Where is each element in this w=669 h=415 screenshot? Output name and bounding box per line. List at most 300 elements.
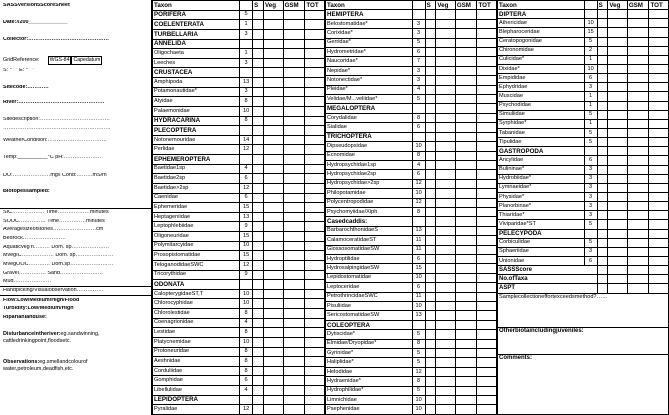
grid-ref-capedatum-box[interactable]: Capedatum [73,57,101,64]
tally-cell-gsm[interactable] [455,48,477,57]
tally-cell-s[interactable] [597,138,608,147]
tally-cell-gsm[interactable] [283,49,305,59]
tally-cell-tot[interactable] [649,128,669,137]
do-cond-field[interactable]: DO:…………………mg/l Cond:………mS/m [3,172,107,178]
tally-cell-s[interactable] [253,116,264,126]
tally-cell-veg[interactable] [264,289,284,299]
tally-cell-gsm[interactable] [455,311,477,320]
tally-cell-tot[interactable] [477,236,497,245]
tally-cell-tot[interactable] [305,241,325,251]
tally-cell-tot[interactable] [477,179,497,188]
tally-cell-veg[interactable] [264,328,284,338]
tally-cell-gsm[interactable] [455,151,477,160]
tally-cell-veg[interactable] [264,193,284,203]
tally-cell-gsm[interactable] [283,164,305,174]
tally-cell-veg[interactable] [436,85,455,94]
tally-cell-tot[interactable] [305,174,325,184]
tally-cell-gsm[interactable] [455,254,477,263]
tally-cell-gsm[interactable] [627,165,649,174]
tally-cell-s[interactable] [425,358,436,367]
tally-cell-gsm[interactable] [455,76,477,85]
tally-cell-s[interactable] [425,320,436,329]
summary-cell-s[interactable] [597,275,608,284]
tally-cell-tot[interactable] [649,165,669,174]
tally-cell-tot[interactable] [477,358,497,367]
tally-cell-s[interactable] [597,256,608,265]
tally-cell-veg[interactable] [436,254,455,263]
tally-cell-s[interactable] [425,311,436,320]
tally-cell-s[interactable] [425,179,436,188]
tally-cell-veg[interactable] [436,113,455,122]
tally-cell-gsm[interactable] [283,97,305,107]
tally-cell-s[interactable] [597,46,608,55]
tally-cell-s[interactable] [253,405,264,415]
tally-cell-gsm[interactable] [283,68,305,78]
tally-cell-veg[interactable] [436,358,455,367]
tally-cell-veg[interactable] [608,147,627,156]
tally-cell-tot[interactable] [649,110,669,119]
tally-cell-veg[interactable] [264,39,284,49]
tally-cell-gsm[interactable] [283,337,305,347]
tally-cell-veg[interactable] [264,10,284,20]
tally-cell-veg[interactable] [264,20,284,30]
tally-cell-tot[interactable] [305,68,325,78]
tally-cell-tot[interactable] [305,299,325,309]
weather-field[interactable]: WeatherCondition:…………………………… [3,138,107,144]
sample-collection-field[interactable]: Samplecollectioneffortexceedsmethod?…… [498,293,669,327]
tally-cell-gsm[interactable] [283,126,305,136]
tally-cell-tot[interactable] [305,260,325,270]
tally-cell-gsm[interactable] [283,232,305,242]
tally-cell-tot[interactable] [477,48,497,57]
tally-cell-veg[interactable] [608,165,627,174]
tally-cell-tot[interactable] [305,337,325,347]
tally-cell-veg[interactable] [264,386,284,396]
tally-cell-veg[interactable] [436,264,455,273]
tally-cell-veg[interactable] [264,280,284,290]
tally-cell-gsm[interactable] [455,207,477,216]
tally-cell-gsm[interactable] [455,170,477,179]
tally-cell-gsm[interactable] [627,238,649,247]
tally-cell-gsm[interactable] [455,217,477,226]
tally-cell-tot[interactable] [649,192,669,201]
tally-cell-veg[interactable] [436,170,455,179]
tally-cell-tot[interactable] [477,104,497,113]
tally-cell-tot[interactable] [305,289,325,299]
tally-cell-tot[interactable] [477,10,497,19]
tally-cell-tot[interactable] [649,238,669,247]
tally-cell-veg[interactable] [608,110,627,119]
tally-cell-veg[interactable] [608,37,627,46]
tally-cell-gsm[interactable] [283,241,305,251]
tally-cell-veg[interactable] [436,311,455,320]
grid-ref-wgs84-box[interactable]: WGS-84 [49,57,70,64]
tally-cell-s[interactable] [425,123,436,132]
tally-cell-s[interactable] [253,10,264,20]
tally-cell-tot[interactable] [305,212,325,222]
tally-cell-gsm[interactable] [627,128,649,137]
tally-cell-s[interactable] [425,226,436,235]
tally-cell-tot[interactable] [477,198,497,207]
tally-cell-gsm[interactable] [455,113,477,122]
tally-cell-veg[interactable] [436,377,455,386]
tally-cell-s[interactable] [597,28,608,37]
tally-cell-veg[interactable] [436,217,455,226]
tally-cell-gsm[interactable] [283,357,305,367]
tally-cell-s[interactable] [253,376,264,386]
tally-cell-tot[interactable] [477,142,497,151]
tally-cell-gsm[interactable] [455,405,477,415]
tally-cell-s[interactable] [425,302,436,311]
tally-cell-tot[interactable] [305,20,325,30]
tally-cell-veg[interactable] [436,48,455,57]
tally-cell-veg[interactable] [264,251,284,261]
mud-field[interactable]: Mud………………… [3,279,52,285]
tally-cell-gsm[interactable] [283,366,305,376]
tally-cell-gsm[interactable] [455,302,477,311]
tally-cell-veg[interactable] [436,123,455,132]
tally-cell-s[interactable] [597,147,608,156]
tally-cell-veg[interactable] [264,260,284,270]
tally-cell-tot[interactable] [305,145,325,155]
tally-cell-veg[interactable] [608,174,627,183]
tally-cell-veg[interactable] [436,179,455,188]
tally-cell-tot[interactable] [477,66,497,75]
tally-cell-gsm[interactable] [455,367,477,376]
tally-cell-tot[interactable] [305,164,325,174]
tally-cell-veg[interactable] [608,83,627,92]
tally-cell-s[interactable] [425,377,436,386]
tally-cell-gsm[interactable] [455,95,477,104]
tally-cell-s[interactable] [597,128,608,137]
tally-cell-s[interactable] [253,280,264,290]
tally-cell-tot[interactable] [649,37,669,46]
tally-cell-tot[interactable] [649,101,669,110]
tally-cell-tot[interactable] [477,19,497,28]
tally-cell-veg[interactable] [436,132,455,141]
tally-cell-gsm[interactable] [455,396,477,405]
mveg-ic-field[interactable]: MvegIC……………… Dom. sp………………… [3,253,114,259]
handpicking-field[interactable]: Handpicking/Visualobservation…………… [3,288,104,294]
tally-cell-gsm[interactable] [455,320,477,329]
tally-cell-tot[interactable] [305,193,325,203]
tally-cell-gsm[interactable] [283,222,305,232]
tally-cell-veg[interactable] [264,68,284,78]
tally-cell-gsm[interactable] [455,358,477,367]
tally-cell-s[interactable] [597,229,608,238]
tally-cell-s[interactable] [253,193,264,203]
tally-cell-gsm[interactable] [455,66,477,75]
tally-cell-tot[interactable] [305,126,325,136]
tally-cell-tot[interactable] [477,377,497,386]
tally-cell-tot[interactable] [649,64,669,73]
tally-cell-s[interactable] [597,165,608,174]
tally-cell-gsm[interactable] [627,229,649,238]
tally-cell-s[interactable] [425,273,436,282]
tally-cell-tot[interactable] [305,222,325,232]
tally-cell-s[interactable] [253,251,264,261]
tally-cell-gsm[interactable] [455,273,477,282]
tally-cell-tot[interactable] [305,366,325,376]
tally-cell-veg[interactable] [436,273,455,282]
tally-cell-tot[interactable] [305,87,325,97]
tally-cell-s[interactable] [253,203,264,213]
tally-cell-tot[interactable] [649,119,669,128]
tally-cell-gsm[interactable] [627,119,649,128]
tally-cell-s[interactable] [425,236,436,245]
tally-cell-gsm[interactable] [283,309,305,319]
tally-cell-s[interactable] [253,183,264,193]
tally-cell-s[interactable] [253,87,264,97]
summary-cell-gsm[interactable] [627,275,649,284]
tally-cell-tot[interactable] [305,58,325,68]
tally-cell-veg[interactable] [608,119,627,128]
tally-cell-s[interactable] [425,170,436,179]
tally-cell-s[interactable] [253,49,264,59]
tally-cell-gsm[interactable] [283,106,305,116]
tally-cell-gsm[interactable] [455,377,477,386]
tally-cell-s[interactable] [253,386,264,396]
tally-cell-veg[interactable] [264,366,284,376]
tally-cell-s[interactable] [253,58,264,68]
tally-cell-s[interactable] [597,174,608,183]
tally-cell-tot[interactable] [649,256,669,265]
tally-cell-s[interactable] [597,183,608,192]
tally-cell-tot[interactable] [477,160,497,169]
tally-cell-s[interactable] [597,110,608,119]
tally-cell-tot[interactable] [649,147,669,156]
tally-cell-s[interactable] [425,160,436,169]
tally-cell-tot[interactable] [305,270,325,280]
tally-cell-s[interactable] [253,29,264,39]
tally-cell-s[interactable] [253,212,264,222]
tally-cell-s[interactable] [253,39,264,49]
tally-cell-tot[interactable] [305,328,325,338]
tally-cell-gsm[interactable] [455,349,477,358]
tally-cell-s[interactable] [597,74,608,83]
tally-cell-tot[interactable] [305,251,325,261]
tally-cell-veg[interactable] [608,101,627,110]
summary-cell-veg[interactable] [608,275,627,284]
tally-cell-gsm[interactable] [283,87,305,97]
tally-cell-veg[interactable] [436,386,455,395]
tally-cell-s[interactable] [253,289,264,299]
tally-cell-gsm[interactable] [283,20,305,30]
tally-cell-s[interactable] [425,48,436,57]
tally-cell-s[interactable] [425,151,436,160]
tally-cell-tot[interactable] [477,405,497,415]
tally-cell-gsm[interactable] [283,145,305,155]
tally-cell-veg[interactable] [608,220,627,229]
tally-cell-veg[interactable] [436,76,455,85]
tally-cell-gsm[interactable] [627,247,649,256]
aquatic-veg-field[interactable]: Aquaticveg'n……… Dom. sp………………… [3,244,110,250]
tally-cell-s[interactable] [425,217,436,226]
tally-cell-s[interactable] [597,92,608,101]
tally-cell-s[interactable] [253,366,264,376]
tally-cell-veg[interactable] [264,203,284,213]
tally-cell-veg[interactable] [264,164,284,174]
tally-cell-gsm[interactable] [455,104,477,113]
tally-cell-veg[interactable] [436,236,455,245]
summary-cell-tot[interactable] [649,275,669,284]
tally-cell-veg[interactable] [436,160,455,169]
tally-cell-s[interactable] [425,132,436,141]
tally-cell-veg[interactable] [436,367,455,376]
tally-cell-s[interactable] [425,57,436,66]
stones-size-field[interactable]: Averagesizeofstones……………………cm [3,227,104,233]
tally-cell-veg[interactable] [608,202,627,211]
tally-cell-gsm[interactable] [455,264,477,273]
tally-cell-tot[interactable] [477,320,497,329]
tally-cell-gsm[interactable] [283,10,305,20]
tally-cell-s[interactable] [253,309,264,319]
tally-cell-gsm[interactable] [627,202,649,211]
tally-cell-veg[interactable] [608,183,627,192]
tally-cell-tot[interactable] [477,123,497,132]
tally-cell-gsm[interactable] [627,110,649,119]
tally-cell-veg[interactable] [264,299,284,309]
tally-cell-tot[interactable] [477,57,497,66]
gravel-sand-field[interactable]: Gravel…………… Sand…………………… [3,270,104,276]
tally-cell-s[interactable] [425,19,436,28]
tally-cell-veg[interactable] [264,232,284,242]
tally-cell-tot[interactable] [305,203,325,213]
summary-cell-tot[interactable] [649,266,669,275]
tally-cell-veg[interactable] [436,339,455,348]
tally-cell-gsm[interactable] [283,212,305,222]
tally-cell-s[interactable] [425,386,436,395]
collector-field[interactable]: Collector:……………………………………… [3,37,110,43]
tally-cell-s[interactable] [425,113,436,122]
tally-cell-tot[interactable] [305,386,325,396]
tally-cell-tot[interactable] [305,347,325,357]
tally-cell-veg[interactable] [264,395,284,405]
tally-cell-s[interactable] [425,104,436,113]
tally-cell-tot[interactable] [649,229,669,238]
tally-cell-tot[interactable] [477,302,497,311]
tally-cell-tot[interactable] [649,92,669,101]
tally-cell-s[interactable] [253,241,264,251]
tally-cell-s[interactable] [597,238,608,247]
tally-cell-s[interactable] [425,189,436,198]
tally-cell-s[interactable] [253,68,264,78]
tally-cell-tot[interactable] [477,113,497,122]
tally-cell-tot[interactable] [477,151,497,160]
tally-cell-s[interactable] [597,156,608,165]
tally-cell-veg[interactable] [608,238,627,247]
tally-cell-tot[interactable] [649,156,669,165]
tally-cell-veg[interactable] [436,349,455,358]
observations-field[interactable] [3,359,149,373]
tally-cell-veg[interactable] [608,138,627,147]
tally-cell-gsm[interactable] [455,123,477,132]
tally-cell-s[interactable] [425,264,436,273]
tally-cell-gsm[interactable] [283,193,305,203]
other-biota-field[interactable]: Otherbiotaincludingjuveniles: [498,327,669,354]
tally-cell-veg[interactable] [264,357,284,367]
tally-cell-s[interactable] [597,19,608,28]
tally-cell-veg[interactable] [264,106,284,116]
tally-cell-veg[interactable] [436,10,455,19]
tally-cell-gsm[interactable] [283,280,305,290]
tally-cell-gsm[interactable] [455,236,477,245]
tally-cell-veg[interactable] [436,320,455,329]
tally-cell-tot[interactable] [477,76,497,85]
tally-cell-tot[interactable] [477,245,497,254]
tally-cell-s[interactable] [597,220,608,229]
tally-cell-veg[interactable] [608,156,627,165]
tally-cell-tot[interactable] [477,311,497,320]
tally-cell-tot[interactable] [477,283,497,292]
tally-cell-s[interactable] [253,126,264,136]
tally-cell-tot[interactable] [649,28,669,37]
tally-cell-s[interactable] [425,367,436,376]
tally-cell-gsm[interactable] [455,245,477,254]
river-field[interactable]: River:………………………………………… [3,100,105,106]
tally-cell-tot[interactable] [305,106,325,116]
tally-cell-s[interactable] [253,347,264,357]
tally-cell-s[interactable] [253,174,264,184]
tally-cell-s[interactable] [425,339,436,348]
tally-cell-gsm[interactable] [283,203,305,213]
tally-cell-s[interactable] [253,232,264,242]
tally-cell-gsm[interactable] [627,147,649,156]
tally-cell-s[interactable] [425,254,436,263]
tally-cell-gsm[interactable] [455,198,477,207]
tally-cell-tot[interactable] [305,78,325,88]
tally-cell-gsm[interactable] [455,283,477,292]
tally-cell-gsm[interactable] [627,256,649,265]
tally-cell-tot[interactable] [477,386,497,395]
tally-cell-gsm[interactable] [627,101,649,110]
date-field[interactable]: Date://200_____________ [3,19,68,25]
tally-cell-veg[interactable] [264,212,284,222]
tally-cell-tot[interactable] [649,55,669,64]
tally-cell-gsm[interactable] [283,299,305,309]
tally-cell-veg[interactable] [264,145,284,155]
tally-cell-gsm[interactable] [283,174,305,184]
sitecode-field[interactable]: Sitecode:………… [3,84,49,90]
tally-cell-s[interactable] [253,270,264,280]
turbidity-field[interactable]: Turbidity:Low/Medium/High [3,306,74,312]
tally-cell-gsm[interactable] [283,39,305,49]
tally-cell-gsm[interactable] [283,251,305,261]
sic-field[interactable]: SIC……………… Time………………minutes [3,210,109,216]
tally-cell-gsm[interactable] [283,135,305,145]
tally-cell-tot[interactable] [477,330,497,339]
tally-cell-tot[interactable] [477,132,497,141]
tally-cell-gsm[interactable] [627,183,649,192]
summary-cell-veg[interactable] [608,266,627,275]
tally-cell-veg[interactable] [436,292,455,301]
tally-cell-tot[interactable] [477,254,497,263]
tally-cell-tot[interactable] [477,189,497,198]
tally-cell-gsm[interactable] [627,83,649,92]
tally-cell-veg[interactable] [264,29,284,39]
tally-cell-gsm[interactable] [283,318,305,328]
tally-cell-gsm[interactable] [283,183,305,193]
tally-cell-veg[interactable] [608,256,627,265]
tally-cell-veg[interactable] [264,309,284,319]
site-description-line2[interactable]: …………………………………………………… [3,125,111,131]
tally-cell-veg[interactable] [436,19,455,28]
site-description-field[interactable]: Sitedescription:………………………………… [3,117,110,123]
tally-cell-veg[interactable] [264,183,284,193]
riparian-landuse-field[interactable]: Riparianlanduse: [3,315,47,321]
tally-cell-s[interactable] [425,38,436,47]
tally-cell-gsm[interactable] [455,19,477,28]
